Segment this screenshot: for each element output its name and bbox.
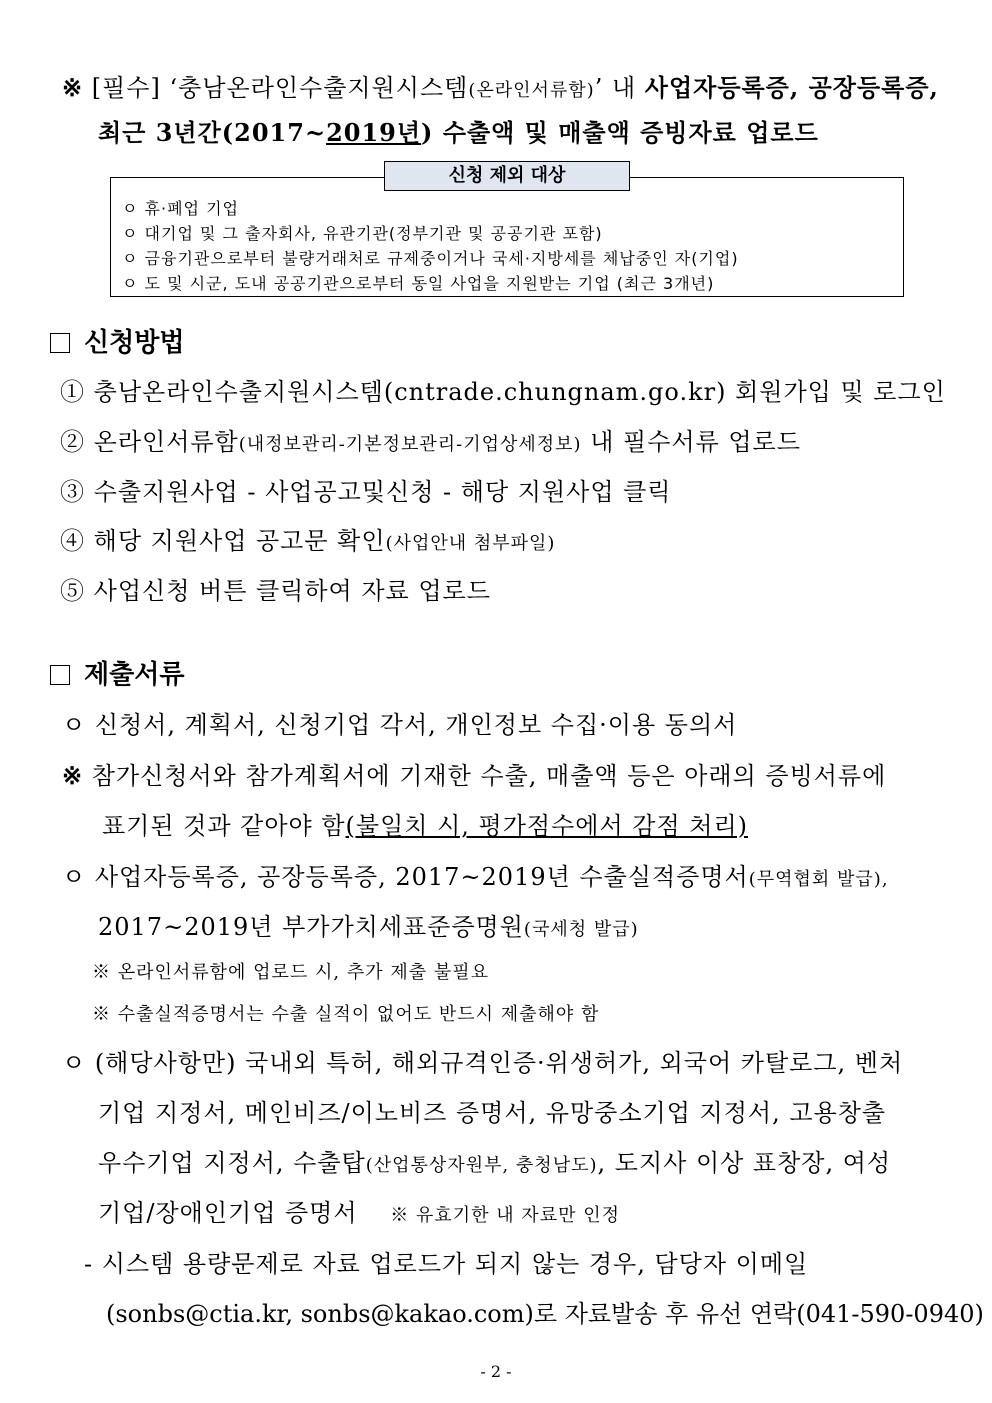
step-text: 해당 지원사업 공고문 확인 xyxy=(93,527,386,555)
step-number: ⑤ xyxy=(60,577,85,605)
notice-line2-text: 최근 3년간(2017~ xyxy=(98,118,327,147)
checkbox-icon xyxy=(50,333,70,353)
step-tail-text: 내 필수서류 업로드 xyxy=(581,428,801,456)
notice-line2-tail: ) 수출액 및 매출액 증빙자료 업로드 xyxy=(421,118,819,147)
method-step-3 xyxy=(60,472,672,507)
notice-small-text: (온라인서류함) xyxy=(468,80,595,101)
reference-mark: ※ xyxy=(62,73,84,102)
note-underlined-text: (불일치 시, 평가점수에서 감점 처리) xyxy=(345,812,748,840)
item-small-text: (국세청 발급) xyxy=(523,919,639,940)
step-number: ③ xyxy=(60,478,85,506)
validity-note: ※ 유효기한 내 자료만 인정 xyxy=(390,1205,620,1226)
documents-item-1: ㅇ 신청서, 계획서, 신청기업 각서, 개인정보 수집·이용 동의서 xyxy=(62,711,738,739)
item-small-text: (산업통상자원부, 충청남도) xyxy=(365,1155,598,1176)
documents-note-line1 xyxy=(62,756,886,791)
documents-sub-note-1: ※ 온라인서류함에 업로드 시, 추가 제출 불필요 xyxy=(92,962,490,983)
exclusion-item: ㅇ 도 및 시군, 도내 공공기관으로부터 동일 사업을 지원받는 기업 (최근 3개년) xyxy=(122,274,715,293)
documents-heading xyxy=(50,654,184,691)
exclusion-item: ㅇ 금융기관으로부터 불량거래처로 규제중이거나 국세·지방세를 체납중인 자(기업) xyxy=(122,249,739,268)
step-text: 충남온라인수출지원시스템(cntrade.chungnam.go.kr) 회원가입 및 로그인 xyxy=(93,378,946,406)
checkbox-icon xyxy=(50,665,70,685)
item-tail-text: , 도지사 이상 표창장, 여성 xyxy=(597,1149,892,1177)
step-number: ② xyxy=(60,428,85,456)
notice-bold-text: 사업자등록증, 공장등록증, xyxy=(644,73,939,102)
item-text: 우수기업 지정서, 수출탑 xyxy=(98,1149,366,1177)
step-text: 사업신청 버튼 클릭하여 자료 업로드 xyxy=(93,577,491,605)
notice-line2-underlined: 2019년 xyxy=(326,118,422,147)
documents-item-2-line1 xyxy=(62,857,889,892)
documents-item-2-line2 xyxy=(98,907,639,942)
documents-item-3-line2: 기업 지정서, 메인비즈/이노비즈 증명서, 유망중소기업 지정서, 고용창출 xyxy=(98,1099,887,1127)
documents-note-line2 xyxy=(102,806,748,841)
notice-text: [필수] ‘충남온라인수출지원시스템 xyxy=(91,74,469,102)
method-step-4 xyxy=(60,521,555,556)
notice-text-b: ’ 내 xyxy=(594,74,645,102)
item-text: ㅇ 사업자등록증, 공장등록증, 2017~2019년 수출실적증명서 xyxy=(62,863,749,891)
documents-heading-text: 제출서류 xyxy=(84,660,185,690)
step-small-text: (내정보관리-기본정보관리-기업상세정보) xyxy=(238,434,582,455)
exclusion-item: ㅇ 대기업 및 그 출자회사, 유관기관(정부기관 및 공공기관 포함) xyxy=(122,224,603,243)
documents-item-3-line4 xyxy=(98,1193,620,1228)
reference-mark: ※ xyxy=(62,761,84,790)
step-number: ④ xyxy=(60,527,85,555)
step-text: 온라인서류함 xyxy=(93,428,239,456)
method-step-5 xyxy=(60,571,491,606)
step-number: ① xyxy=(60,378,85,406)
method-heading-text: 신청방법 xyxy=(84,328,185,358)
documents-item-3-line1: ㅇ (해당사항만) 국내외 특허, 해외규격인증·위생허가, 외국어 카탈로그, 벤처 xyxy=(62,1049,904,1077)
exclusion-box-title: 신청 제외 대상 xyxy=(384,161,630,191)
item-text: 기업/장애인기업 증명서 xyxy=(98,1199,358,1227)
step-small-text: (사업안내 첨부파일) xyxy=(385,533,556,554)
step-text: 수출지원사업 - 사업공고및신청 - 해당 지원사업 클릭 xyxy=(93,478,672,506)
note-text: 표기된 것과 같아야 함 xyxy=(102,812,346,840)
item-small-text: (무역협회 발급), xyxy=(748,869,889,890)
exclusion-item: ㅇ 휴·폐업 기업 xyxy=(122,199,239,218)
documents-item-3-line3 xyxy=(98,1143,891,1178)
documents-dash-line2: (sonbs@ctia.kr, sonbs@kakao.com)로 자료발송 후 유선 연락(041-590-0940) xyxy=(106,1300,984,1328)
page-number: - 2 - xyxy=(480,1362,512,1381)
method-heading xyxy=(50,322,184,359)
documents-dash-line1: - 시스템 용량문제로 자료 업로드가 되지 않는 경우, 담당자 이메일 xyxy=(84,1250,809,1278)
required-notice-line1 xyxy=(62,68,939,103)
method-step-1 xyxy=(60,372,946,407)
item-text: 2017~2019년 부가가치세표준증명원 xyxy=(98,913,524,941)
note-text: 참가신청서와 참가계획서에 기재한 수출, 매출액 등은 아래의 증빙서류에 xyxy=(91,762,887,790)
documents-sub-note-2: ※ 수출실적증명서는 수출 실적이 없어도 반드시 제출해야 함 xyxy=(92,1004,600,1025)
required-notice-line2 xyxy=(98,113,819,148)
method-step-2 xyxy=(60,422,801,457)
